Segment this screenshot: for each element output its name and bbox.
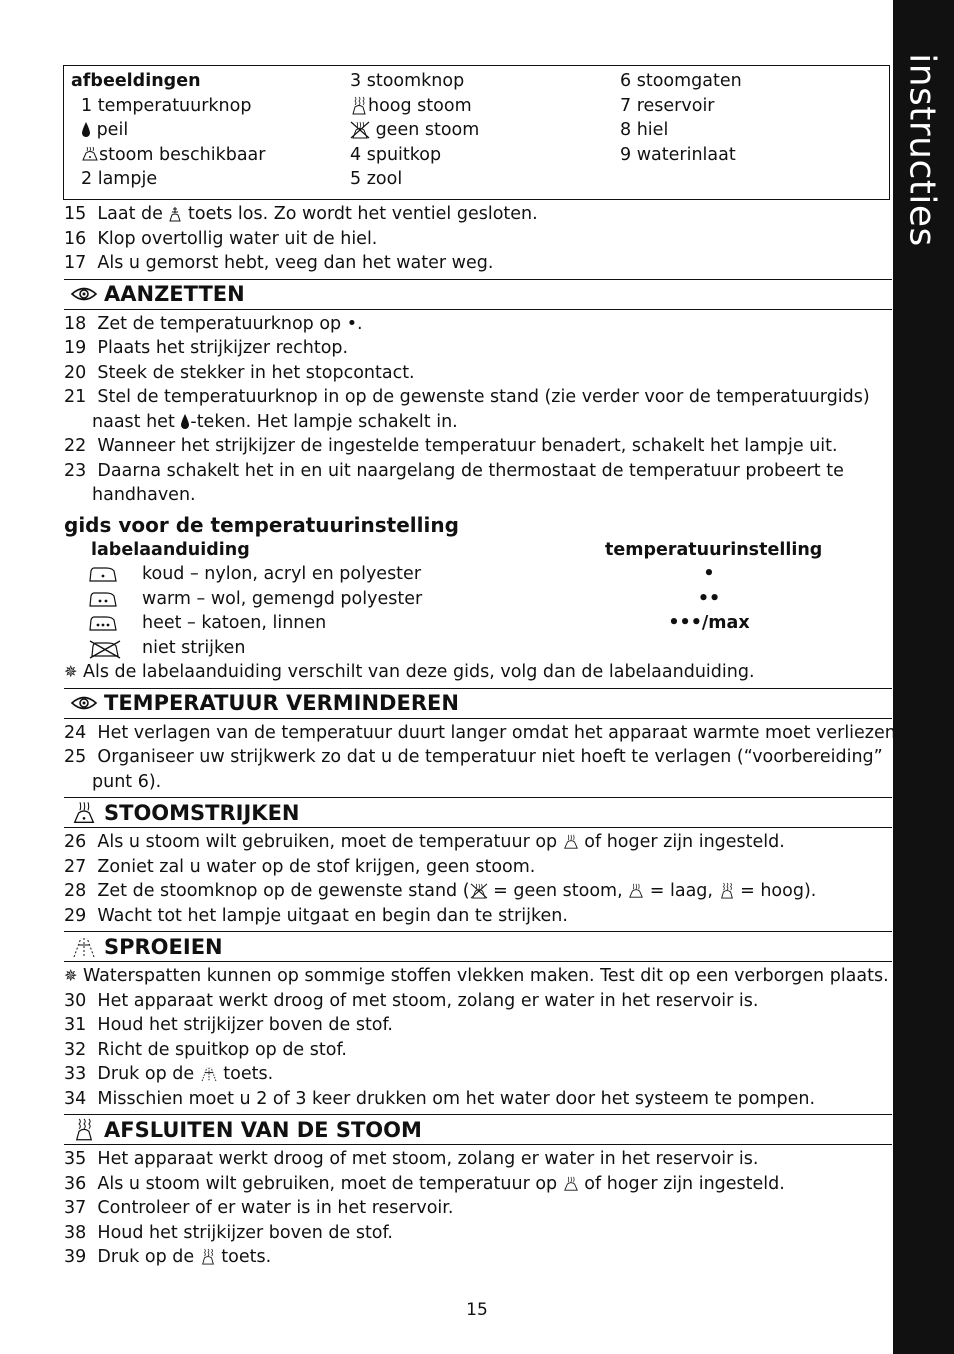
guide-row: heet – katoen, linnen •••/max xyxy=(64,611,892,636)
legend-item: 3 stoomknop xyxy=(350,71,465,91)
side-tab-label: instructies xyxy=(901,53,943,247)
step: 18 Zet de temperatuurknop op •. xyxy=(64,313,363,334)
legend-item: geen stoom xyxy=(350,118,479,143)
drop-icon xyxy=(81,121,91,139)
iron-crossed-icon xyxy=(88,639,122,659)
step-continuation: naast het -teken. Het lampje schakelt in. xyxy=(92,411,458,432)
iron-3-dots-icon xyxy=(88,614,118,632)
step: 20 Steek de stekker in het stopcontact. xyxy=(64,362,415,383)
step: 23 Daarna schakelt het in en uit naargelang de thermostaat de temperatuur probeert te xyxy=(64,460,844,481)
section-heading-sproeien: SPROEIEN xyxy=(64,931,892,962)
guide-note: ✵ Als de labelaanduiding verschilt van deze gids, volg dan de labelaanduiding. xyxy=(64,662,755,682)
step: 39 Druk op de toets. xyxy=(64,1247,272,1267)
figures-legend-box xyxy=(63,65,890,200)
step: 38 Houd het strijkijzer boven de stof. xyxy=(64,1222,393,1243)
steam-icon xyxy=(563,834,579,850)
star-icon: ✵ xyxy=(64,966,78,985)
star-icon: ✵ xyxy=(64,662,78,681)
steam-high-icon xyxy=(719,882,735,900)
legend-col-2 xyxy=(350,69,479,192)
section-heading-afsluiten: AFSLUITEN VAN DE STOOM xyxy=(64,1114,892,1145)
step: 17 Als u gemorst hebt, veeg dan het water weg. xyxy=(64,253,494,273)
guide-row: koud – nylon, acryl en polyester • xyxy=(64,562,892,587)
step: 26 Als u stoom wilt gebruiken, moet de temperatuur op of hoger zijn ingesteld. xyxy=(64,832,785,852)
steam-high-icon xyxy=(73,1117,95,1143)
step: 32 Richt de spuitkop op de stof. xyxy=(64,1039,347,1060)
legend-item: 2 lampje xyxy=(81,169,158,189)
legend-item: 7 reservoir xyxy=(620,95,715,116)
guide-row: warm – wol, gemengd polyester •• xyxy=(64,587,892,612)
legend-item: 4 spuitkop xyxy=(350,144,442,165)
steam-icon xyxy=(563,1176,579,1192)
step-continuation: punt 6). xyxy=(92,771,162,792)
page-number: 15 xyxy=(466,1300,488,1320)
legend-col-3 xyxy=(620,69,742,167)
spray-icon xyxy=(71,935,97,959)
legend-item: hoog stoom xyxy=(350,94,479,119)
legend-item: peil xyxy=(71,118,265,143)
instructions-body xyxy=(64,202,902,1270)
step: 37 Controleer of er water is in het reservoir. xyxy=(64,1198,454,1218)
no-steam-icon xyxy=(470,883,488,899)
section-heading-aanzetten: AANZETTEN xyxy=(64,279,892,310)
legend-item: stoom beschikbaar xyxy=(71,143,265,168)
guide-row: niet strijken xyxy=(64,636,892,661)
legend-item: 1 temperatuurknop xyxy=(81,95,252,116)
eye-icon xyxy=(70,694,98,712)
step: 36 Als u stoom wilt gebruiken, moet de temperatuur op of hoger zijn ingesteld. xyxy=(64,1173,785,1194)
step: 25 Organiseer uw strijkwerk zo dat u de temperatuur niet hoeft te verlagen (“voorbereiding” xyxy=(64,747,883,767)
step: 27 Zoniet zal u water op de stof krijgen, geen stoom. xyxy=(64,856,536,877)
guide-header: labelaanduiding temperatuurinstelling xyxy=(91,539,823,560)
section-heading-temperatuur: TEMPERATUUR VERMINDEREN xyxy=(64,688,892,719)
shot-icon xyxy=(168,206,182,222)
steam-high-icon xyxy=(350,96,368,116)
steam-high-icon xyxy=(200,1248,216,1266)
legend-col-1 xyxy=(71,69,265,192)
step: 34 Misschien moet u 2 of 3 keer drukken om het water door het systeem te pompen. xyxy=(64,1088,816,1109)
steam-low-icon xyxy=(628,883,644,899)
step: 19 Plaats het strijkijzer rechtop. xyxy=(64,338,349,358)
legend-item: 9 waterinlaat xyxy=(620,144,736,165)
step: 30 Het apparaat werkt droog of met stoom, zolang er water in het reservoir is. xyxy=(64,990,759,1011)
steam-icon xyxy=(81,146,99,164)
step: 22 Wanneer het strijkijzer de ingestelde temperatuur benadert, schakelt het lampje uit. xyxy=(64,436,838,456)
steam-icon xyxy=(72,801,96,825)
step: 31 Houd het strijkijzer boven de stof. xyxy=(64,1015,393,1035)
iron-2-dots-icon xyxy=(88,590,118,608)
legend-item: 5 zool xyxy=(350,169,403,189)
step: 15 Laat de toets los. Zo wordt het ventiel gesloten. xyxy=(64,204,538,224)
eye-icon xyxy=(70,285,98,303)
spray-icon xyxy=(200,1065,218,1083)
step-continuation: handhaven. xyxy=(92,485,196,505)
spray-note: ✵ Waterspatten kunnen op sommige stoffen vlekken maken. Test dit op een verborgen plaats. xyxy=(64,966,889,986)
step: 16 Klop overtollig water uit de hiel. xyxy=(64,228,378,249)
step: 29 Wacht tot het lampje uitgaat en begin dan te strijken. xyxy=(64,905,568,926)
guide-title: gids voor de temperatuurinstelling xyxy=(64,512,459,537)
step: 33 Druk op de toets. xyxy=(64,1064,274,1084)
legend-item: 6 stoomgaten xyxy=(620,71,742,91)
no-steam-icon xyxy=(350,121,370,139)
drop-icon xyxy=(180,413,190,431)
legend-title: afbeeldingen xyxy=(71,71,201,91)
legend-item: 8 hiel xyxy=(620,120,669,140)
step: 21 Stel de temperatuurknop in op de gewenste stand (zie verder voor de temperatuurgids) xyxy=(64,387,870,407)
iron-1-dot-icon xyxy=(88,565,118,583)
step: 28 Zet de stoomknop op de gewenste stand ( = geen stoom, = laag, = hoog). xyxy=(64,881,817,901)
step: 35 Het apparaat werkt droog of met stoom, zolang er water in het reservoir is. xyxy=(64,1149,759,1169)
step: 24 Het verlagen van de temperatuur duurt langer omdat het apparaat warmte moet verliezen. xyxy=(64,722,902,743)
section-heading-stoomstrijken: STOOMSTRIJKEN xyxy=(64,797,892,828)
